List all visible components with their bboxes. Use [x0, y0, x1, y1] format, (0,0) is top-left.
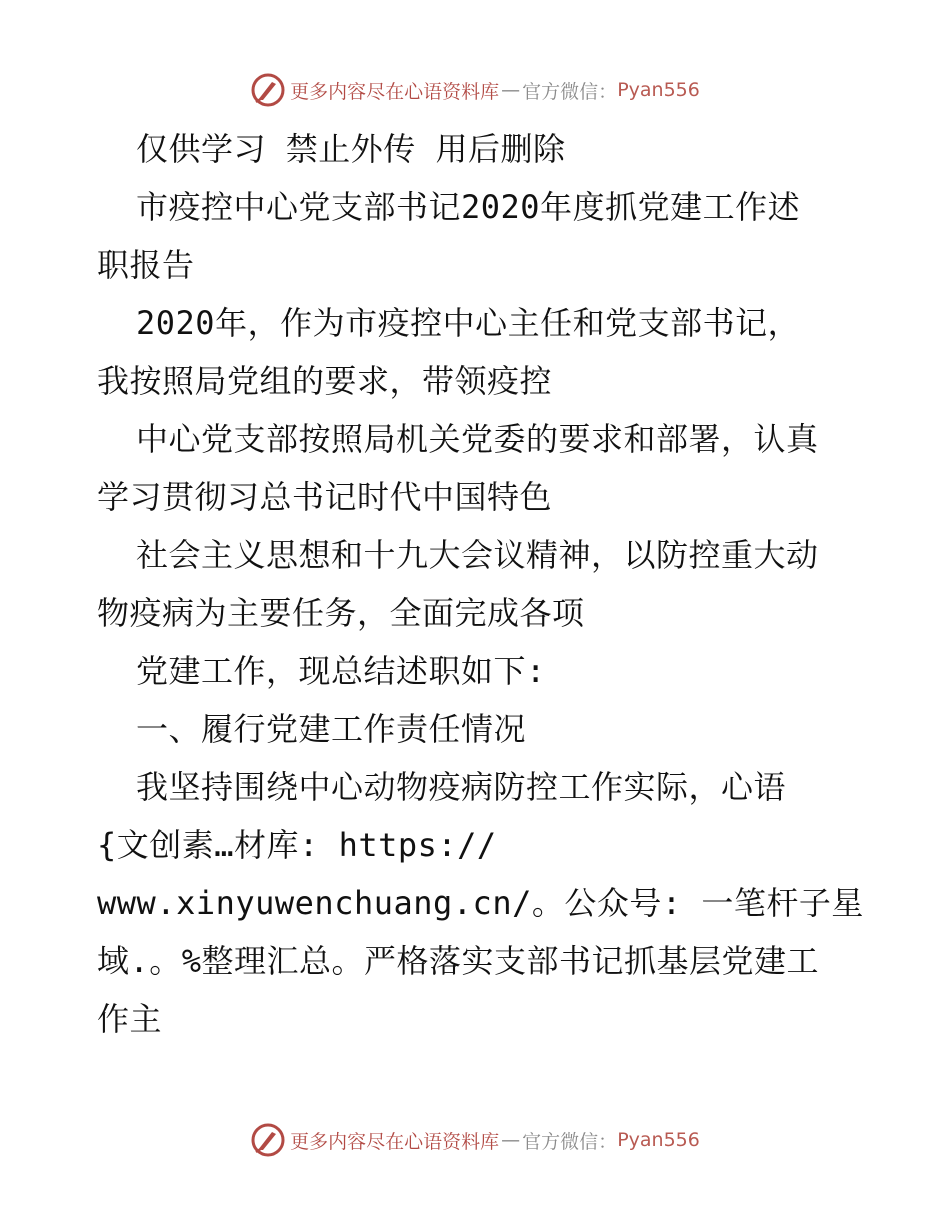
watermark-handle: Pyan556 — [617, 79, 700, 101]
paragraph-line: 我坚持围绕中心动物疫病防控工作实际，心语 — [136, 768, 787, 806]
paragraph-line: www.xinyuwenchuang.cn/。公众号: 一笔杆子星 — [97, 884, 864, 922]
footer-watermark — [0, 1120, 950, 1160]
paragraph-line: {文创素…材库: https:// — [97, 826, 497, 864]
paragraph-line: 2020年，作为市疫控中心主任和党支部书记， — [136, 304, 801, 342]
paragraph-line: 作主 — [97, 1000, 163, 1038]
watermark-dash: — — [501, 79, 521, 101]
document-title-line-2: 职报告 — [97, 246, 195, 284]
document-title-line-1: 市疫控中心党支部书记2020年度抓党建工作述 — [136, 188, 801, 226]
watermark-main-text: 更多内容尽在心语资料库 — [290, 1130, 500, 1153]
header-watermark — [0, 70, 950, 110]
paragraph-line: 党建工作，现总结述职如下: — [136, 652, 546, 690]
watermark-main-text: 更多内容尽在心语资料库 — [290, 80, 500, 103]
section-heading: 一、履行党建工作责任情况 — [136, 710, 527, 748]
paragraph-line: 域.。%整理汇总。严格落实支部书记抓基层党建工 — [97, 942, 820, 980]
feather-pen-logo-icon — [250, 72, 286, 108]
notice-line: 仅供学习 禁止外传 用后删除 — [136, 130, 566, 168]
paragraph-line: 物疫病为主要任务，全面完成各项 — [97, 594, 585, 632]
feather-pen-logo-icon — [250, 1122, 286, 1158]
paragraph-line: 学习贯彻习总书记时代中国特色 — [97, 478, 553, 516]
watermark-official-text: 官方微信： — [522, 80, 618, 103]
paragraph-line: 中心党支部按照局机关党委的要求和部署，认真 — [136, 420, 819, 458]
watermark-dash: — — [501, 1129, 521, 1151]
watermark-official-text: 官方微信： — [522, 1130, 618, 1153]
document-body — [97, 120, 867, 1048]
paragraph-line: 社会主义思想和十九大会议精神，以防控重大动 — [136, 536, 819, 574]
watermark-handle: Pyan556 — [617, 1129, 700, 1151]
paragraph-line: 我按照局党组的要求，带领疫控 — [97, 362, 553, 400]
